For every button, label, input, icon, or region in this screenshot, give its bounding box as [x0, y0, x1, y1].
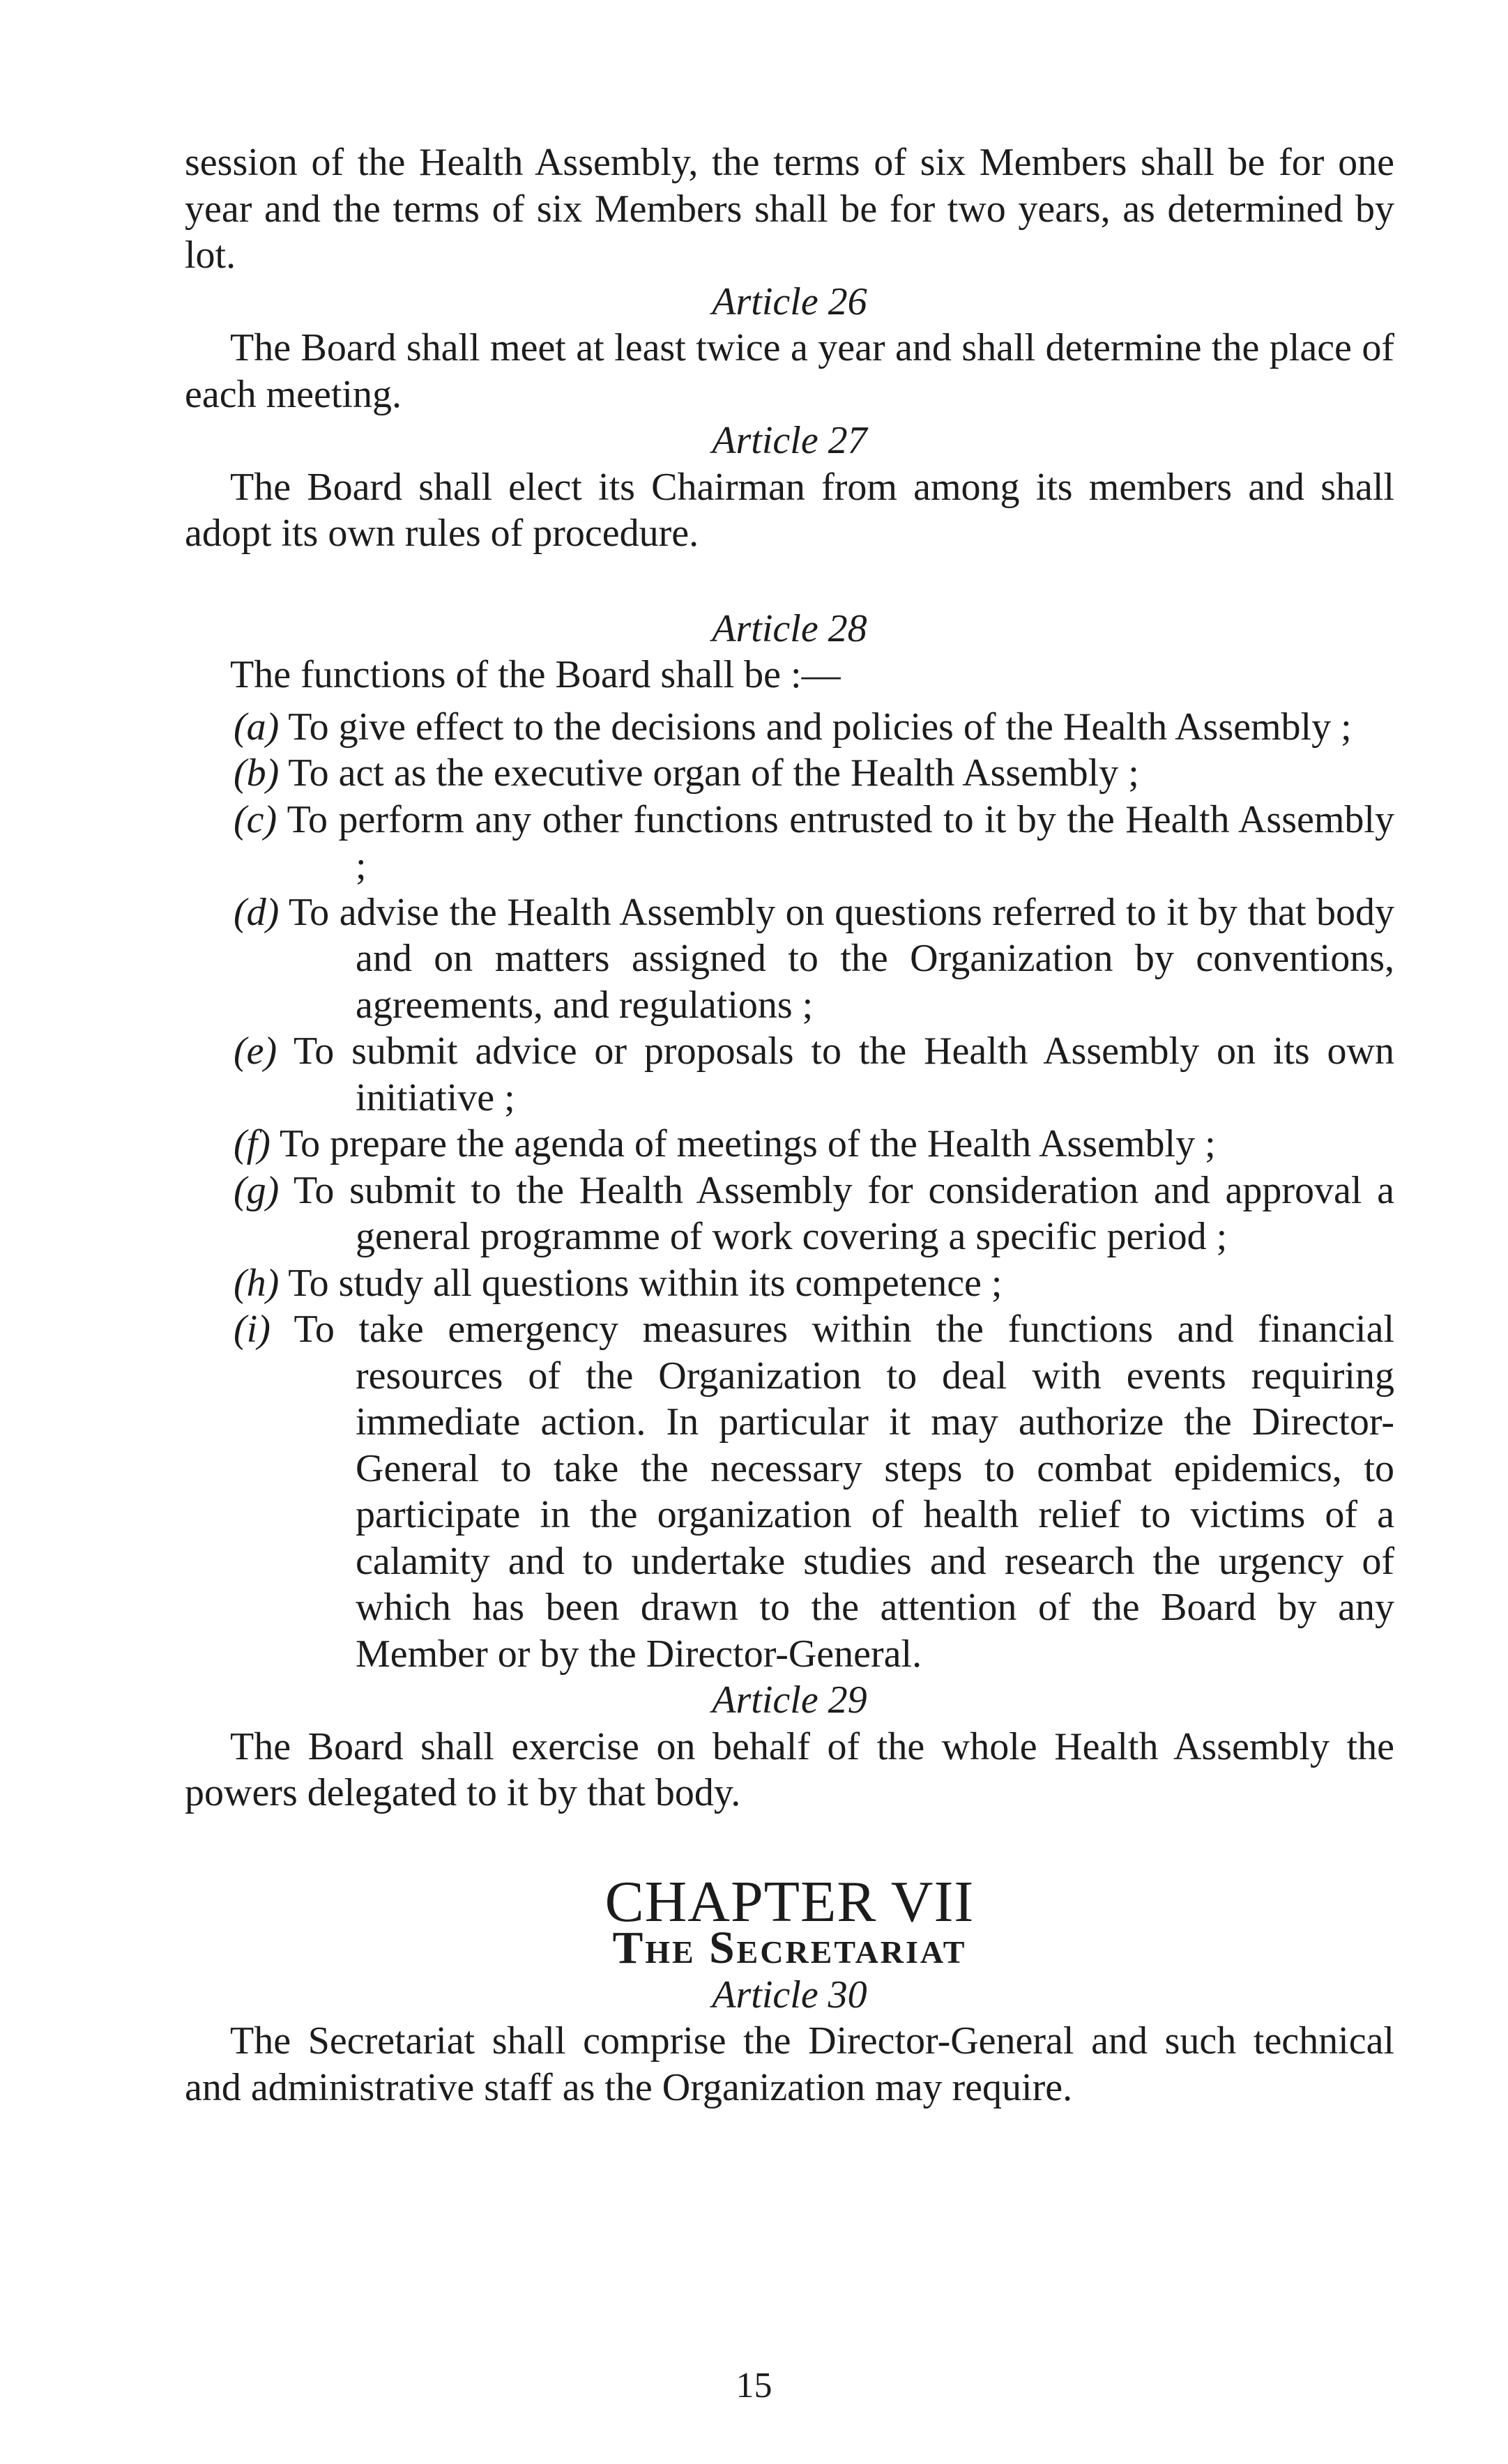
list-item-text: To submit advice or proposals to the Health Assembly on its own initiative ; — [294, 1030, 1394, 1119]
opening-paragraph: session of the Health Assembly, the terms of six Members shall be for one year and the terms of six Members shall be for two years, as determined by lot. — [185, 141, 1394, 277]
article-27-text: The Board shall elect its Chairman from among its members and shall adopt its own rules of procedure. — [185, 465, 1394, 555]
article-26-heading: Article 26 — [712, 280, 867, 323]
list-item-text: To prepare the agenda of meetings of the Health Assembly ; — [279, 1122, 1216, 1165]
article-28-heading: Article 28 — [712, 606, 867, 650]
list-item-label: (b) — [234, 751, 280, 795]
article-27-heading: Article 27 — [712, 419, 867, 462]
list-item-a — [185, 704, 1394, 751]
list-item-text: To submit to the Health Assembly for consideration and approval a general programme of work covering a specific period ; — [294, 1168, 1394, 1258]
list-item-i — [185, 1306, 1394, 1677]
article-29-heading: Article 29 — [712, 1678, 867, 1722]
list-item-e — [185, 1028, 1394, 1121]
list-item-d — [185, 889, 1394, 1029]
list-item-g — [185, 1168, 1394, 1260]
list-item-f — [185, 1121, 1394, 1168]
article-29-text: The Board shall exercise on behalf of the whole Health Assembly the powers delegated to it by that body. — [185, 1724, 1394, 1814]
list-item-label: (g) — [234, 1168, 280, 1212]
list-item-text: To advise the Health Assembly on questions referred to it by that body and on matters assigned to the Organization by conventions, agreements, and regulations ; — [288, 890, 1394, 1027]
list-item-label: (a) — [234, 705, 280, 749]
list-item-text: To perform any other functions entrusted to it by the Health Assembly ; — [287, 797, 1394, 887]
article-30-heading: Article 30 — [712, 1973, 867, 2017]
list-item-label: (d) — [234, 890, 280, 934]
chapter-subtitle: The Secretariat — [612, 1923, 967, 1973]
list-item-text: To study all questions within its competence ; — [288, 1261, 1003, 1305]
list-item-label: (e) — [234, 1030, 277, 1073]
list-item-label: (h) — [234, 1261, 280, 1305]
list-item-label: (i) — [234, 1308, 271, 1351]
article-28-intro: The functions of the Board shall be :— — [230, 653, 841, 696]
list-item-b — [185, 750, 1394, 797]
list-item-text: To give effect to the decisions and policies of the Health Assembly ; — [288, 705, 1352, 749]
article-30-text: The Secretariat shall comprise the Director-General and such technical and administrative staff as the Organization may require. — [185, 2019, 1394, 2109]
article-28-list — [185, 704, 1394, 1678]
list-item-text: To take emergency measures within the functions and financial resources of the Organization to deal with events requiring immediate action. In particular it may authorize the Director-General to take the necessary steps to combat epidemics, to participate in the organization of health relief to victims of a calamity and to undertake studies and research the urgency of which has been drawn to the attention of the Board by any Member or by the Director-General. — [294, 1308, 1394, 1676]
list-item-label: (f) — [234, 1122, 271, 1165]
list-item-h — [185, 1260, 1394, 1307]
list-item-c — [185, 797, 1394, 889]
chapter-title: CHAPTER VII — [604, 1869, 975, 1934]
page-body — [185, 139, 1394, 2111]
list-item-label: (c) — [234, 797, 277, 841]
page-number: 15 — [736, 2366, 772, 2405]
list-item-text: To act as the executive organ of the Health Assembly ; — [288, 751, 1139, 795]
article-26-text: The Board shall meet at least twice a year and shall determine the place of each meeting. — [185, 326, 1394, 416]
